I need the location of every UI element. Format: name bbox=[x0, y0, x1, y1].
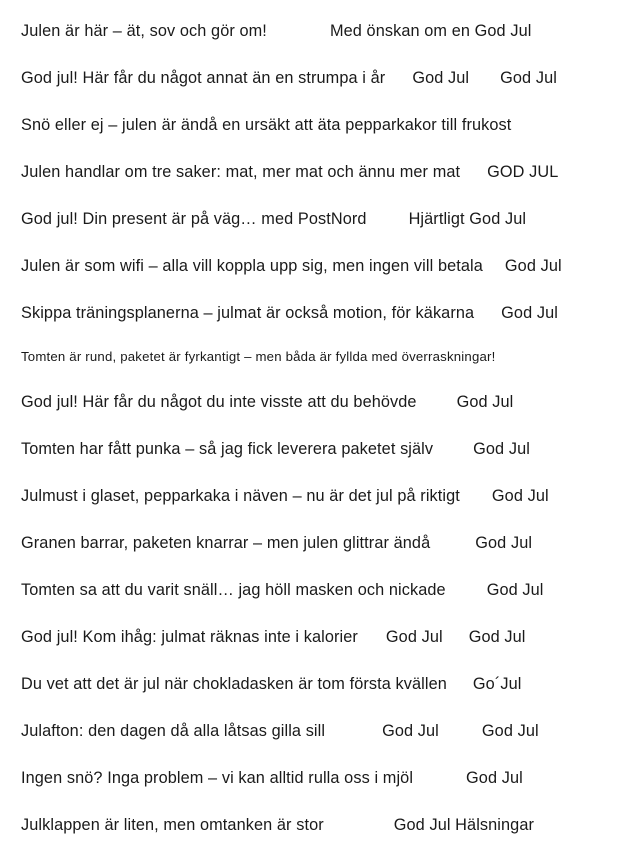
text-line bbox=[21, 343, 495, 369]
text-line bbox=[21, 300, 558, 326]
line-text: Julen är här – ät, sov och gör om! bbox=[21, 21, 267, 40]
line-text: Granen barrar, paketen knarrar – men julen glittrar ändå bbox=[21, 533, 431, 552]
greeting-label: God Jul bbox=[466, 768, 523, 787]
greeting-label: God Jul bbox=[473, 439, 530, 458]
greeting-label: God Jul bbox=[504, 256, 562, 275]
greeting-label: God Jul bbox=[491, 486, 549, 505]
greeting-label: God Jul bbox=[475, 533, 533, 552]
line-text: Tomten är rund, paketet är fyrkantigt – men båda är fyllda med överraskningar! bbox=[21, 348, 496, 364]
line-text: Julmust i glaset, pepparkaka i näven – nu är det jul på riktigt bbox=[21, 486, 460, 505]
line-text: Ingen snö? Inga problem – vi kan alltid rulla oss i mjöl bbox=[21, 768, 414, 787]
text-line bbox=[21, 765, 523, 791]
line-text: Skippa träningsplanerna – julmat är också motion, för käkarna bbox=[21, 303, 475, 322]
line-text: Julen är som wifi – alla vill koppla upp sig, men ingen vill betala bbox=[21, 256, 483, 275]
greeting-label: God Jul bbox=[481, 721, 539, 740]
greeting-label: God Jul bbox=[486, 580, 544, 599]
text-line bbox=[21, 483, 549, 509]
greeting-label: God Jul bbox=[500, 68, 557, 87]
line-text: Julklappen är liten, men omtanken är stor bbox=[21, 815, 324, 834]
text-line bbox=[21, 18, 531, 44]
line-text: God jul! Kom ihåg: julmat räknas inte i kalorier bbox=[21, 627, 358, 646]
text-line bbox=[21, 65, 557, 91]
greeting-label: GOD JUL bbox=[487, 162, 559, 181]
text-line bbox=[21, 112, 511, 138]
line-text: God jul! Din present är på väg… med PostNord bbox=[21, 209, 367, 228]
text-line bbox=[21, 577, 544, 603]
greeting-label: God Jul bbox=[501, 303, 558, 322]
text-line bbox=[21, 530, 532, 556]
text-line bbox=[21, 436, 530, 462]
greeting-label: God Jul bbox=[385, 627, 443, 646]
greeting-label: God Jul bbox=[456, 392, 514, 411]
text-line bbox=[21, 624, 526, 650]
greeting-label: God Jul bbox=[382, 721, 439, 740]
text-line bbox=[21, 812, 534, 838]
greeting-label: Go´Jul bbox=[472, 674, 522, 693]
text-line bbox=[21, 206, 526, 232]
greeting-label: Hjärtligt God Jul bbox=[408, 209, 527, 228]
text-line bbox=[21, 159, 558, 185]
line-text: Julafton: den dagen då alla låtsas gilla sill bbox=[21, 721, 326, 740]
line-text: Snö eller ej – julen är ändå en ursäkt att äta pepparkakor till frukost bbox=[21, 115, 512, 134]
text-line bbox=[21, 718, 539, 744]
text-line bbox=[21, 253, 562, 279]
text-line bbox=[21, 671, 521, 697]
greeting-label: Med önskan om en God Jul bbox=[329, 21, 532, 40]
line-text: God jul! Här får du något du inte visste att du behövde bbox=[21, 392, 417, 411]
greeting-label: God Jul bbox=[468, 627, 526, 646]
line-text: God jul! Här får du något annat än en strumpa i år bbox=[21, 68, 386, 87]
line-text: Du vet att det är jul när chokladasken är tom första kvällen bbox=[21, 674, 447, 693]
line-text: Tomten sa att du varit snäll… jag höll masken och nickade bbox=[21, 580, 446, 599]
line-text: Julen handlar om tre saker: mat, mer mat och ännu mer mat bbox=[21, 162, 461, 181]
line-text: Tomten har fått punka – så jag fick leverera paketet själv bbox=[21, 439, 434, 458]
greeting-label: God Jul Hälsningar bbox=[393, 815, 535, 834]
greeting-label: God Jul bbox=[412, 68, 470, 87]
text-line bbox=[21, 389, 513, 415]
